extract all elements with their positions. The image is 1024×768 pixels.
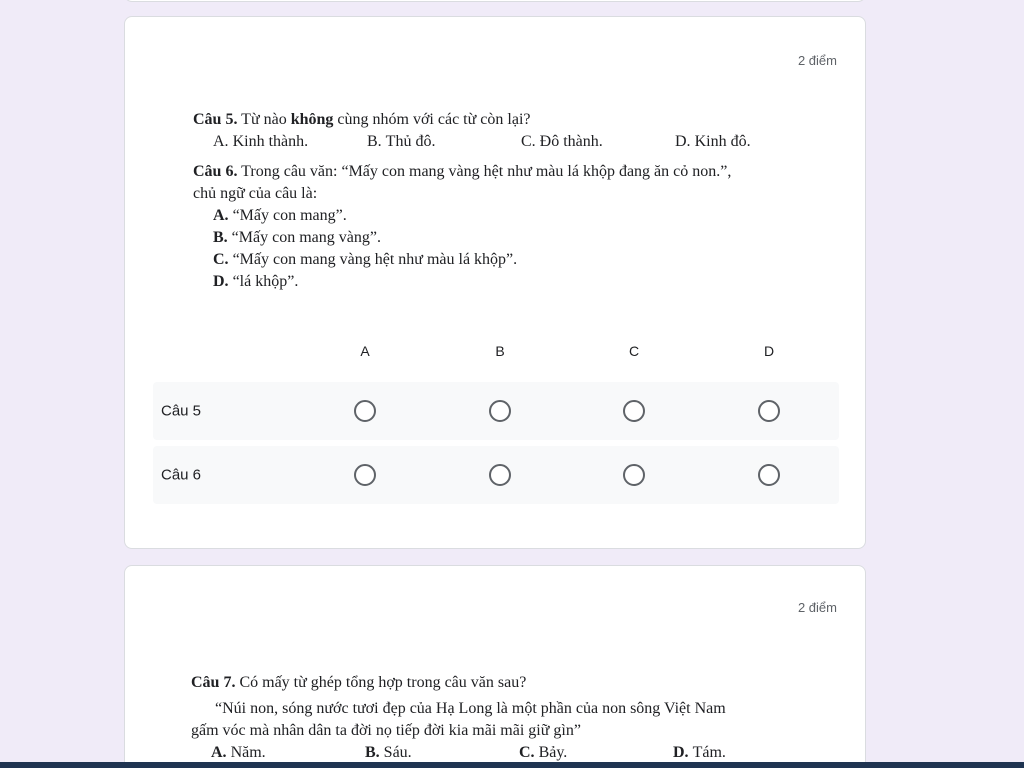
question-card-grid: [124, 16, 866, 549]
question-image-7: [191, 672, 841, 764]
grid-row-cau-5: [153, 382, 839, 440]
question-image-5-6: [193, 109, 833, 293]
grid-column-a: A: [360, 343, 370, 359]
question-7-stem: Câu 7. Có mấy từ ghép tổng hợp trong câu văn sau?: [191, 674, 527, 691]
question-6-option: C. “Mấy con mang vàng hệt như màu lá khộp”.: [213, 251, 518, 268]
question-6-stem-line2: chủ ngữ của câu là:: [193, 185, 318, 202]
radio-cau5-c[interactable]: [623, 400, 645, 422]
question-5-options: A. Kinh thành. B. Thủ đô. C. Đô thành. D. Kinh đô.: [213, 133, 751, 150]
question-7-quote-line1: “Núi non, sóng nước tươi đẹp của Hạ Long là một phần của non sông Việt Nam: [215, 700, 726, 717]
grid-column-headers: [153, 343, 839, 373]
question-6-stem: Câu 6. Trong câu văn: “Mấy con mang vàng hệt như màu lá khộp đang ăn cỏ non.”,: [193, 163, 732, 180]
question-7-quote-line2: gấm vóc mà nhân dân ta đời nọ tiếp đời kia mãi mãi giữ gìn”: [191, 722, 581, 739]
question-5-stem: Câu 5. Từ nào không cùng nhóm với các từ còn lại?: [193, 111, 531, 128]
question-7-options: A. Năm. B. Sáu. C. Bảy. D. Tám.: [211, 744, 726, 761]
radio-cau6-b[interactable]: [489, 464, 511, 486]
radio-cau6-c[interactable]: [623, 464, 645, 486]
points-label: 2 điểm: [797, 600, 837, 615]
points-label: 2 điểm: [797, 53, 837, 68]
grid-row-cau-6: [153, 446, 839, 504]
radio-cau5-d[interactable]: [758, 400, 780, 422]
grid-column-c: C: [628, 343, 640, 359]
question-card-7: [124, 565, 866, 768]
question-6-option: B. “Mấy con mang vàng”.: [213, 229, 381, 246]
grid-column-b: B: [495, 343, 505, 359]
grid-row-label: Câu 5: [161, 402, 202, 420]
question-6-option: A. “Mấy con mang”.: [213, 207, 347, 224]
radio-cau5-a[interactable]: [354, 400, 376, 422]
radio-cau6-d[interactable]: [758, 464, 780, 486]
question-6-option: D. “lá khộp”.: [213, 273, 299, 290]
radio-cau5-b[interactable]: [489, 400, 511, 422]
radio-cau6-a[interactable]: [354, 464, 376, 486]
grid-row-label: Câu 6: [161, 466, 202, 484]
previous-card-edge: [124, 0, 866, 2]
bottom-taskbar-edge: [0, 762, 1024, 768]
grid-column-d: D: [763, 343, 775, 359]
